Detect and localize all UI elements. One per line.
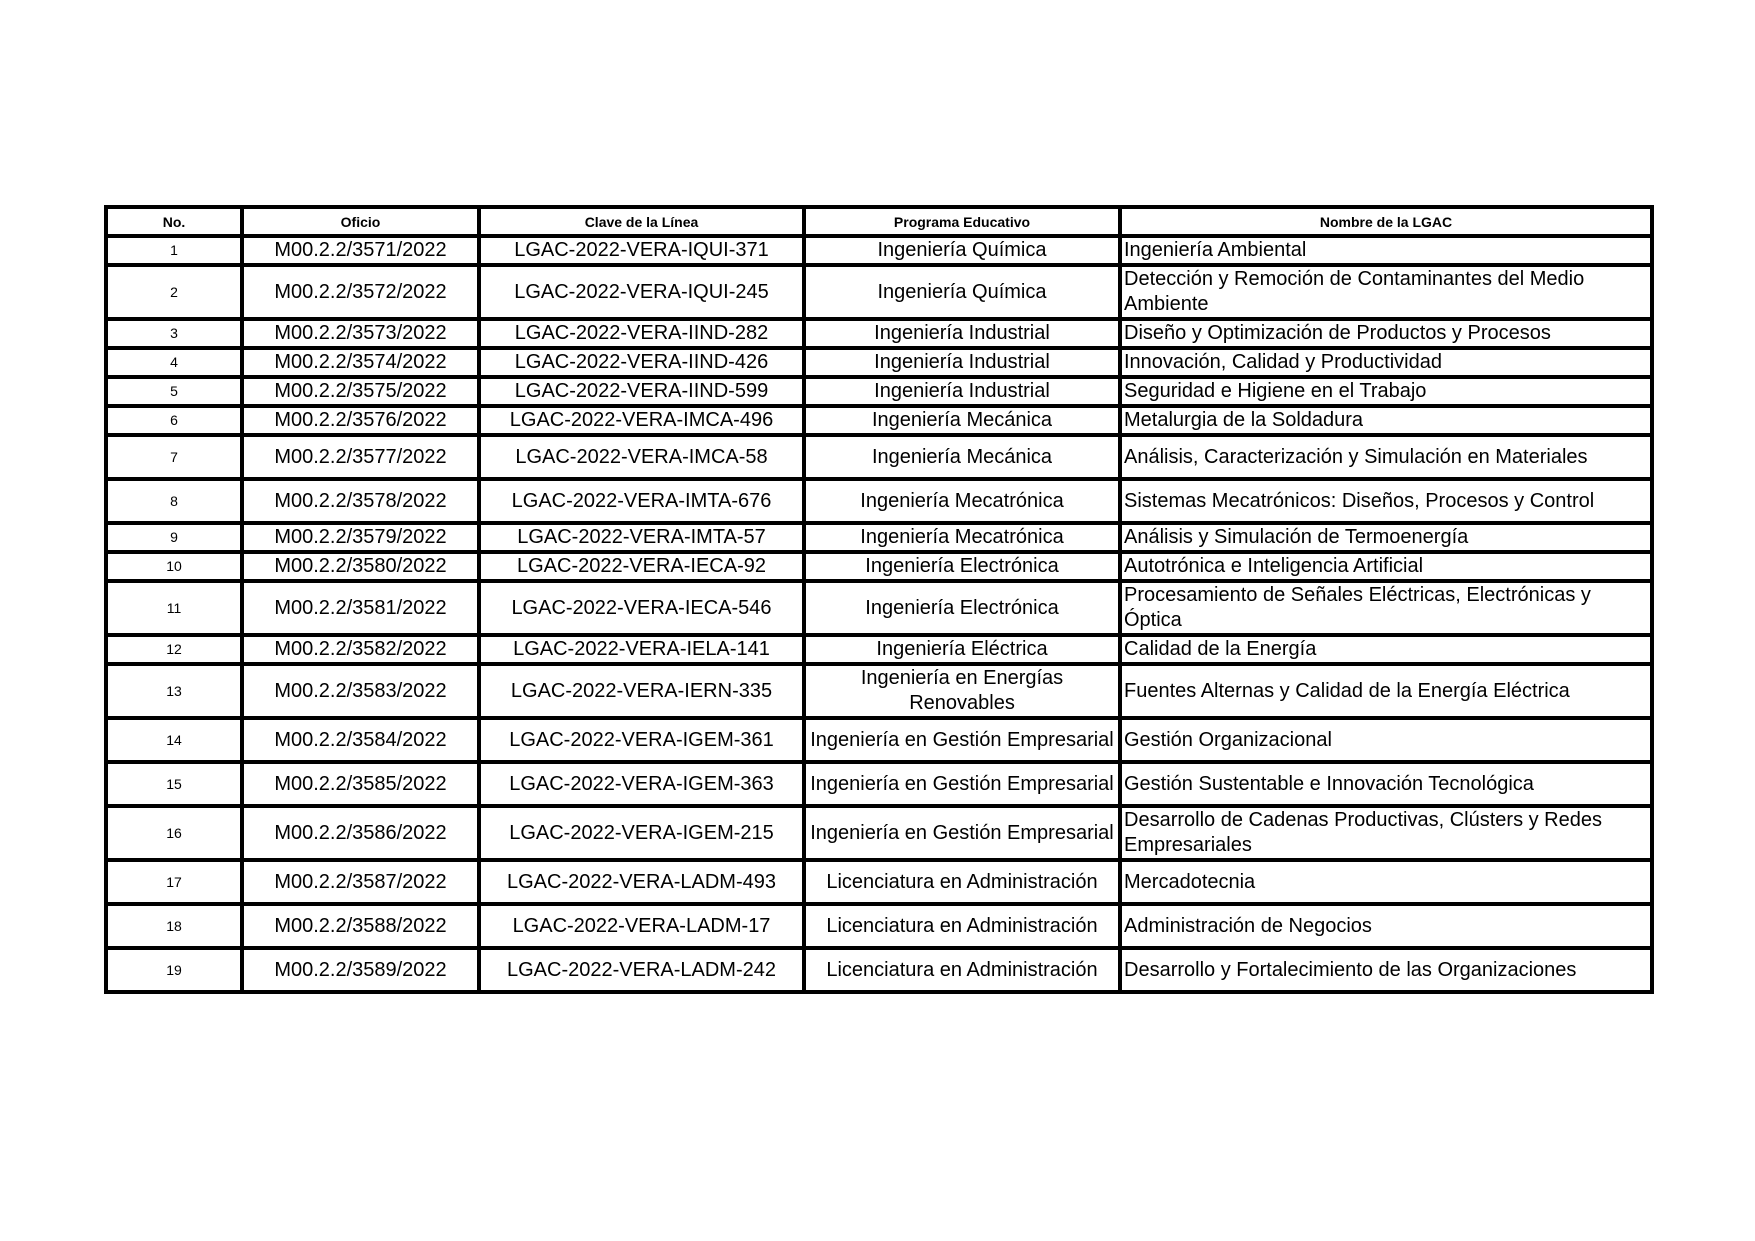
table-header-row	[106, 207, 1652, 236]
cell-nombre: Detección y Remoción de Contaminantes del Medio Ambiente	[1120, 265, 1652, 319]
table-row	[106, 319, 1652, 348]
cell-nombre: Desarrollo de Cadenas Productivas, Clústers y Redes Empresariales	[1120, 806, 1652, 860]
cell-programa: Ingeniería Mecánica	[804, 435, 1120, 479]
cell-nombre: Análisis, Caracterización y Simulación en Materiales	[1120, 435, 1652, 479]
cell-oficio: M00.2.2/3581/2022	[242, 581, 479, 635]
cell-no: 1	[106, 236, 242, 265]
cell-programa: Licenciatura en Administración	[804, 948, 1120, 992]
cell-oficio: M00.2.2/3579/2022	[242, 523, 479, 552]
cell-clave: LGAC-2022-VERA-IECA-92	[479, 552, 804, 581]
cell-nombre: Innovación, Calidad y Productividad	[1120, 348, 1652, 377]
cell-programa: Licenciatura en Administración	[804, 904, 1120, 948]
cell-clave: LGAC-2022-VERA-IMTA-676	[479, 479, 804, 523]
cell-no: 15	[106, 762, 242, 806]
cell-oficio: M00.2.2/3578/2022	[242, 479, 479, 523]
cell-no: 19	[106, 948, 242, 992]
cell-programa: Ingeniería Mecatrónica	[804, 479, 1120, 523]
table-row	[106, 762, 1652, 806]
table-row	[106, 406, 1652, 435]
cell-clave: LGAC-2022-VERA-IECA-546	[479, 581, 804, 635]
cell-programa: Ingeniería Eléctrica	[804, 635, 1120, 664]
cell-no: 14	[106, 718, 242, 762]
cell-clave: LGAC-2022-VERA-IGEM-363	[479, 762, 804, 806]
cell-nombre: Calidad de la Energía	[1120, 635, 1652, 664]
cell-no: 4	[106, 348, 242, 377]
cell-nombre: Diseño y Optimización de Productos y Procesos	[1120, 319, 1652, 348]
cell-nombre: Desarrollo y Fortalecimiento de las Organizaciones	[1120, 948, 1652, 992]
table-row	[106, 904, 1652, 948]
cell-programa: Ingeniería en Energías Renovables	[804, 664, 1120, 718]
header-programa: Programa Educativo	[804, 207, 1120, 236]
cell-oficio: M00.2.2/3573/2022	[242, 319, 479, 348]
cell-clave: LGAC-2022-VERA-IQUI-245	[479, 265, 804, 319]
cell-programa: Ingeniería Mecatrónica	[804, 523, 1120, 552]
cell-nombre: Ingeniería Ambiental	[1120, 236, 1652, 265]
header-no: No.	[106, 207, 242, 236]
cell-oficio: M00.2.2/3571/2022	[242, 236, 479, 265]
table-row	[106, 552, 1652, 581]
cell-clave: LGAC-2022-VERA-IIND-599	[479, 377, 804, 406]
cell-oficio: M00.2.2/3582/2022	[242, 635, 479, 664]
header-oficio: Oficio	[242, 207, 479, 236]
cell-programa: Ingeniería Industrial	[804, 377, 1120, 406]
cell-oficio: M00.2.2/3574/2022	[242, 348, 479, 377]
cell-nombre: Sistemas Mecatrónicos: Diseños, Procesos y Control	[1120, 479, 1652, 523]
cell-oficio: M00.2.2/3585/2022	[242, 762, 479, 806]
cell-nombre: Autotrónica e Inteligencia Artificial	[1120, 552, 1652, 581]
cell-no: 2	[106, 265, 242, 319]
table-row	[106, 948, 1652, 992]
cell-nombre: Mercadotecnia	[1120, 860, 1652, 904]
table-row	[106, 377, 1652, 406]
cell-programa: Ingeniería Química	[804, 265, 1120, 319]
cell-nombre: Metalurgia de la Soldadura	[1120, 406, 1652, 435]
table-row	[106, 860, 1652, 904]
cell-no: 16	[106, 806, 242, 860]
cell-programa: Ingeniería en Gestión Empresarial	[804, 762, 1120, 806]
table-row	[106, 718, 1652, 762]
table-row	[106, 523, 1652, 552]
table-row	[106, 479, 1652, 523]
cell-programa: Ingeniería Electrónica	[804, 552, 1120, 581]
cell-oficio: M00.2.2/3589/2022	[242, 948, 479, 992]
cell-oficio: M00.2.2/3577/2022	[242, 435, 479, 479]
cell-oficio: M00.2.2/3588/2022	[242, 904, 479, 948]
cell-clave: LGAC-2022-VERA-IIND-426	[479, 348, 804, 377]
cell-programa: Ingeniería en Gestión Empresarial	[804, 718, 1120, 762]
cell-no: 7	[106, 435, 242, 479]
cell-no: 11	[106, 581, 242, 635]
cell-programa: Licenciatura en Administración	[804, 860, 1120, 904]
cell-no: 8	[106, 479, 242, 523]
cell-nombre: Análisis y Simulación de Termoenergía	[1120, 523, 1652, 552]
cell-nombre: Fuentes Alternas y Calidad de la Energía Eléctrica	[1120, 664, 1652, 718]
cell-clave: LGAC-2022-VERA-IMCA-496	[479, 406, 804, 435]
header-clave: Clave de la Línea	[479, 207, 804, 236]
cell-nombre: Gestión Sustentable e Innovación Tecnológica	[1120, 762, 1652, 806]
cell-programa: Ingeniería Mecánica	[804, 406, 1120, 435]
cell-no: 3	[106, 319, 242, 348]
table-row	[106, 236, 1652, 265]
table-row	[106, 348, 1652, 377]
cell-clave: LGAC-2022-VERA-IQUI-371	[479, 236, 804, 265]
cell-clave: LGAC-2022-VERA-IMTA-57	[479, 523, 804, 552]
cell-clave: LGAC-2022-VERA-LADM-17	[479, 904, 804, 948]
table-row	[106, 806, 1652, 860]
cell-clave: LGAC-2022-VERA-LADM-242	[479, 948, 804, 992]
lgac-table	[104, 205, 1654, 994]
cell-oficio: M00.2.2/3572/2022	[242, 265, 479, 319]
table-row	[106, 635, 1652, 664]
cell-nombre: Administración de Negocios	[1120, 904, 1652, 948]
cell-clave: LGAC-2022-VERA-LADM-493	[479, 860, 804, 904]
cell-oficio: M00.2.2/3586/2022	[242, 806, 479, 860]
cell-programa: Ingeniería en Gestión Empresarial	[804, 806, 1120, 860]
header-nombre: Nombre de la LGAC	[1120, 207, 1652, 236]
cell-programa: Ingeniería Industrial	[804, 319, 1120, 348]
cell-programa: Ingeniería Industrial	[804, 348, 1120, 377]
table-row	[106, 435, 1652, 479]
table-body	[106, 236, 1652, 992]
cell-nombre: Procesamiento de Señales Eléctricas, Electrónicas y Óptica	[1120, 581, 1652, 635]
cell-no: 17	[106, 860, 242, 904]
cell-no: 13	[106, 664, 242, 718]
cell-clave: LGAC-2022-VERA-IERN-335	[479, 664, 804, 718]
cell-programa: Ingeniería Electrónica	[804, 581, 1120, 635]
cell-no: 18	[106, 904, 242, 948]
cell-no: 9	[106, 523, 242, 552]
cell-oficio: M00.2.2/3580/2022	[242, 552, 479, 581]
table-row	[106, 581, 1652, 635]
cell-oficio: M00.2.2/3587/2022	[242, 860, 479, 904]
cell-nombre: Seguridad e Higiene en el Trabajo	[1120, 377, 1652, 406]
cell-clave: LGAC-2022-VERA-IGEM-215	[479, 806, 804, 860]
cell-no: 5	[106, 377, 242, 406]
cell-no: 6	[106, 406, 242, 435]
cell-no: 12	[106, 635, 242, 664]
table-row	[106, 265, 1652, 319]
cell-oficio: M00.2.2/3576/2022	[242, 406, 479, 435]
cell-programa: Ingeniería Química	[804, 236, 1120, 265]
cell-clave: LGAC-2022-VERA-IIND-282	[479, 319, 804, 348]
cell-clave: LGAC-2022-VERA-IELA-141	[479, 635, 804, 664]
cell-clave: LGAC-2022-VERA-IMCA-58	[479, 435, 804, 479]
cell-oficio: M00.2.2/3584/2022	[242, 718, 479, 762]
cell-oficio: M00.2.2/3583/2022	[242, 664, 479, 718]
table-row	[106, 664, 1652, 718]
cell-nombre: Gestión Organizacional	[1120, 718, 1652, 762]
cell-clave: LGAC-2022-VERA-IGEM-361	[479, 718, 804, 762]
cell-no: 10	[106, 552, 242, 581]
cell-oficio: M00.2.2/3575/2022	[242, 377, 479, 406]
